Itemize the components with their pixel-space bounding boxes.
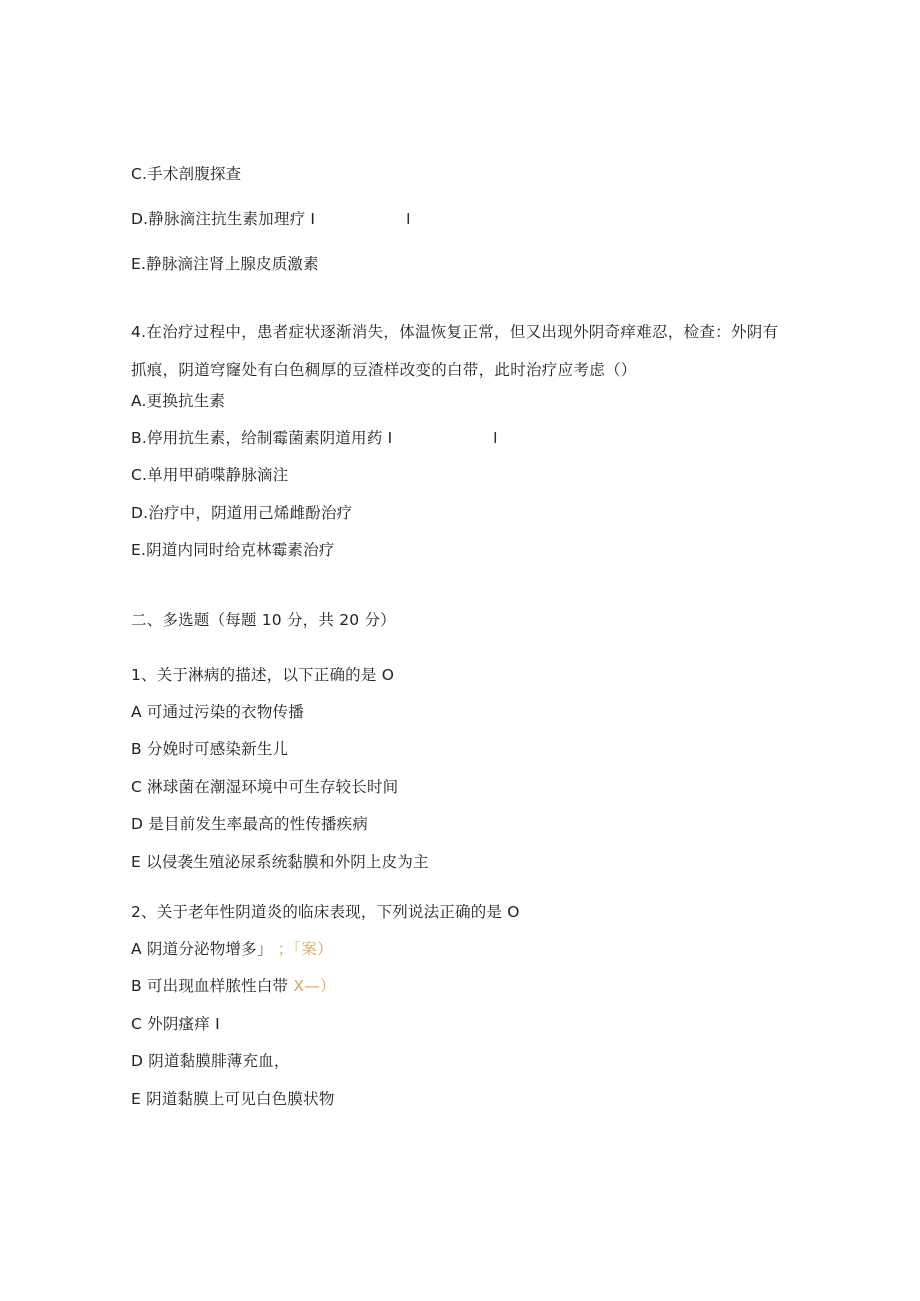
mq2-option-a-text: A 阴道分泌物增多」 xyxy=(131,940,273,958)
q4-option-a: A.更换抗生素 xyxy=(131,392,226,410)
q4-stem: 4.在治疗过程中，患者症状逐渐消失，体温恢复正常，但又出现外阴奇痒难忍，检查：外阴有抓痕，阴道穹窿处有白色稠厚的豆渣样改变的白带，此时治疗应考虑（） xyxy=(131,323,779,379)
mq2-option-a-stamp: ；「案） xyxy=(277,940,333,958)
q4-option-d: D.治疗中，阴道用己烯雌酚治疗 xyxy=(131,504,353,522)
mq2-option-c: C 外阴瘙痒 I xyxy=(131,1015,220,1033)
q3-option-d-text: D.静脉滴注抗生素加理疗 I xyxy=(131,210,316,228)
q3-option-e: E.静脉滴注肾上腺皮质激素 xyxy=(131,255,319,273)
q4-option-b-text: B.停用抗生素，给制霉菌素阴道用药 I xyxy=(131,429,393,447)
mq2-stem: 2、关于老年性阴道炎的临床表现，下列说法正确的是 O xyxy=(131,903,520,921)
mq2-option-a xyxy=(131,938,333,960)
q3-option-d xyxy=(131,208,411,230)
q4-option-b-mark: I xyxy=(493,429,498,447)
mq1-option-a: A 可通过污染的衣物传播 xyxy=(131,703,304,721)
q3-option-d-mark: I xyxy=(406,210,411,228)
q4-option-e: E.阴道内同时给克林霉素治疗 xyxy=(131,541,335,559)
q4-option-c: C.单用甲硝喋静脉滴注 xyxy=(131,466,289,484)
q3-option-c: C.手术剖腹探查 xyxy=(131,165,242,183)
q4-option-b xyxy=(131,427,498,449)
mq2-option-b-text: B 可出现血样脓性白带 xyxy=(131,977,289,995)
mq1-option-c: C 淋球菌在潮湿环境中可生存较长时间 xyxy=(131,778,399,796)
mq1-option-b: B 分娩时可感染新生儿 xyxy=(131,740,289,758)
section-heading: 二、多选题（每题 10 分，共 20 分） xyxy=(131,611,396,629)
mq2-option-b-stamp: X—） xyxy=(293,977,336,995)
mq2-option-d: D 阴道黏膜腓薄充血， xyxy=(131,1052,290,1070)
mq1-stem: 1、关于淋病的描述，以下正确的是 O xyxy=(131,666,395,684)
mq2-option-e: E 阴道黏膜上可见白色膜状物 xyxy=(131,1090,335,1108)
mq1-option-d: D 是目前发生率最高的性传播疾病 xyxy=(131,815,369,833)
mq2-option-b xyxy=(131,975,336,997)
mq1-option-e: E 以侵袭生殖泌尿系统黏膜和外阴上皮为主 xyxy=(131,853,429,871)
